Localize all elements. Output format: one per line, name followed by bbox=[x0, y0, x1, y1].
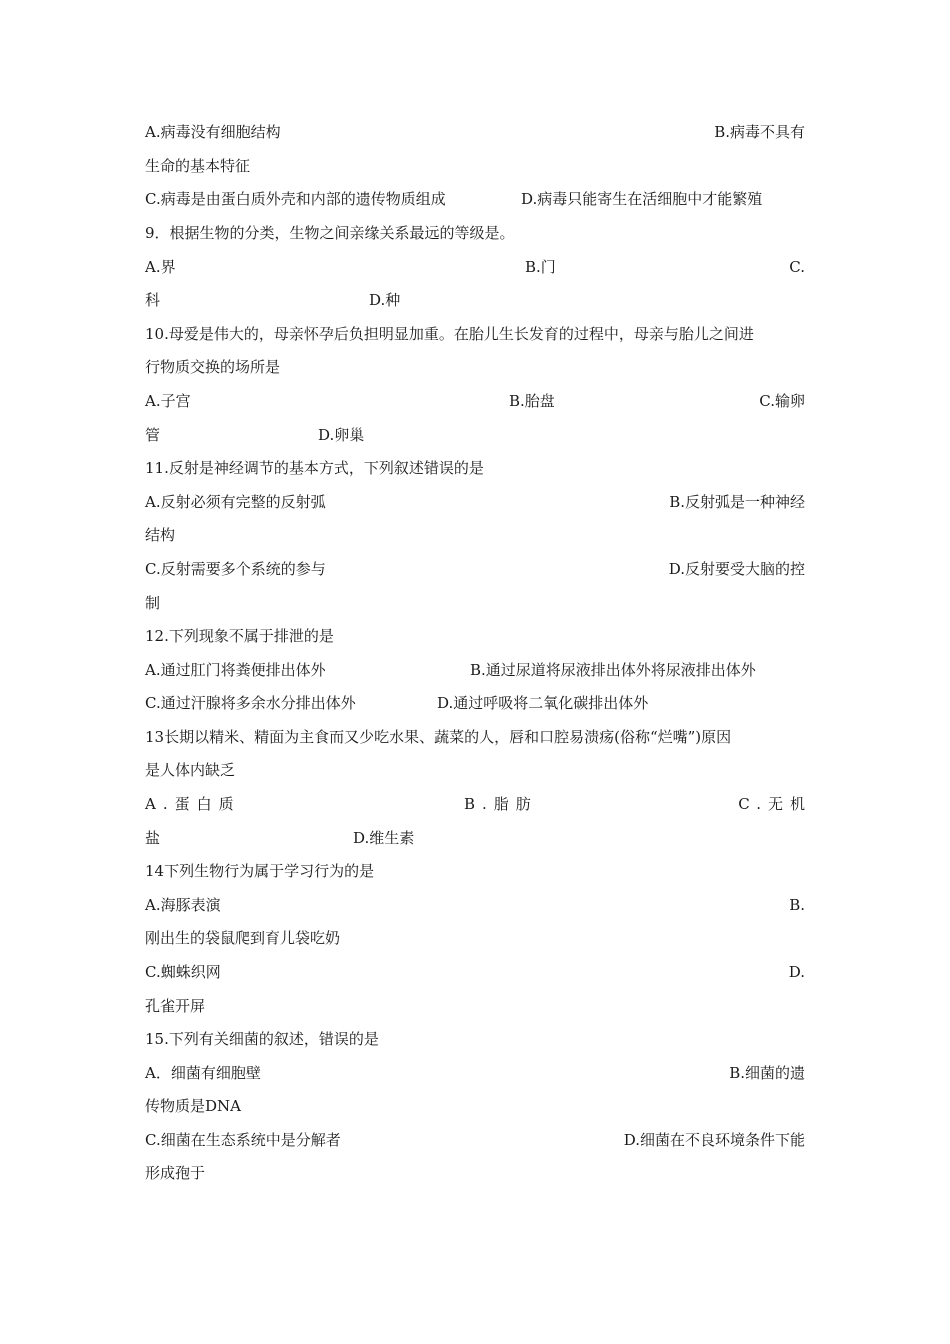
q8-option-b: B.病毒不具有 bbox=[714, 123, 805, 141]
q10-option-d: D.卵巢 bbox=[318, 426, 365, 444]
q13-option-c-cont: 盐 bbox=[145, 829, 161, 847]
q10-option-b: B.胎盘 bbox=[509, 392, 555, 410]
q12-option-c: C.通过汗腺将多余水分排出体外 bbox=[145, 694, 356, 712]
q15-option-b-cont: 传物质是DNA bbox=[145, 1097, 241, 1115]
q14-option-b-cont: 刚出生的袋鼠爬到育儿袋吃奶 bbox=[145, 929, 341, 947]
q15-stem: 15.下列有关细菌的叙述，错误的是 bbox=[145, 1030, 379, 1048]
q12-option-d: D.通过呼吸将二氧化碳排出体外 bbox=[437, 694, 649, 712]
q9-option-a: A.界 bbox=[145, 258, 176, 276]
q13-option-a: A.蛋白质 bbox=[145, 795, 241, 813]
q9-option-c: C. bbox=[789, 258, 805, 276]
q9-option-b: B.门 bbox=[525, 258, 556, 276]
q8-option-c: C.病毒是由蛋白质外壳和内部的遗传物质组成 bbox=[145, 190, 446, 208]
q11-option-b: B.反射弧是一种神经 bbox=[669, 493, 805, 511]
q13-stem-cont: 是人体内缺乏 bbox=[145, 761, 236, 779]
q12-option-a: A.通过肛门将粪便排出体外 bbox=[145, 661, 326, 679]
q15-option-d: D.细菌在不良环境条件下能 bbox=[623, 1131, 805, 1149]
q9-option-c-cont: 科 bbox=[145, 291, 161, 309]
q9-option-d: D.种 bbox=[369, 291, 401, 309]
q15-option-d-cont: 形成孢于 bbox=[145, 1164, 206, 1182]
q12-option-b: B.通过尿道将尿液排出体外将尿液排出体外 bbox=[470, 661, 756, 679]
q10-option-c: C.输卵 bbox=[759, 392, 805, 410]
q14-stem: 14下列生物行为属于学习行为的是 bbox=[145, 862, 375, 880]
q8-option-a: A.病毒没有细胞结构 bbox=[145, 123, 281, 141]
q13-option-b: B.脂肪 bbox=[464, 795, 538, 813]
q14-option-d: D. bbox=[788, 963, 805, 981]
q13-option-d: D.维生素 bbox=[353, 829, 415, 847]
q11-option-d-cont: 制 bbox=[145, 594, 161, 612]
q10-stem: 10.母爱是伟大的，母亲怀孕后负担明显加重。在胎儿生长发育的过程中，母亲与胎儿之间进 bbox=[145, 325, 754, 343]
q15-option-b: B.细菌的遗 bbox=[729, 1064, 805, 1082]
q11-stem: 11.反射是神经调节的基本方式，下列叙述错误的是 bbox=[145, 459, 484, 477]
q13-stem: 13长期以精米、精面为主食而又少吃水果、蔬菜的人，唇和口腔易溃疡(俗称“烂嘴”)原因 bbox=[145, 728, 732, 746]
q11-option-d: D.反射要受大脑的控 bbox=[668, 560, 805, 578]
q11-option-c: C.反射需要多个系统的参与 bbox=[145, 560, 326, 578]
q15-option-c: C.细菌在生态系统中是分解者 bbox=[145, 1131, 341, 1149]
q14-option-b: B. bbox=[789, 896, 805, 914]
q10-stem-cont: 行物质交换的场所是 bbox=[145, 358, 281, 376]
q11-option-b-cont: 结构 bbox=[145, 526, 176, 544]
q9-stem: 9．根据生物的分类，生物之间亲缘关系最远的等级是。 bbox=[145, 224, 515, 242]
q11-option-a: A.反射必须有完整的反射弧 bbox=[145, 493, 326, 511]
q8-option-b-cont: 生命的基本特征 bbox=[145, 157, 251, 175]
q10-option-a: A.子宫 bbox=[145, 392, 191, 410]
q14-option-c: C.蜘蛛织网 bbox=[145, 963, 221, 981]
q8-option-d: D.病毒只能寄生在活细胞中才能繁殖 bbox=[521, 190, 763, 208]
q15-option-a: A．细菌有细胞壁 bbox=[145, 1064, 261, 1082]
q13-option-c: C.无机 bbox=[738, 795, 812, 813]
q12-stem: 12.下列现象不属于排泄的是 bbox=[145, 627, 334, 645]
q14-option-a: A.海豚表演 bbox=[145, 896, 221, 914]
q10-option-c-cont: 管 bbox=[145, 426, 161, 444]
q14-option-d-cont: 孔雀开屏 bbox=[145, 997, 206, 1015]
